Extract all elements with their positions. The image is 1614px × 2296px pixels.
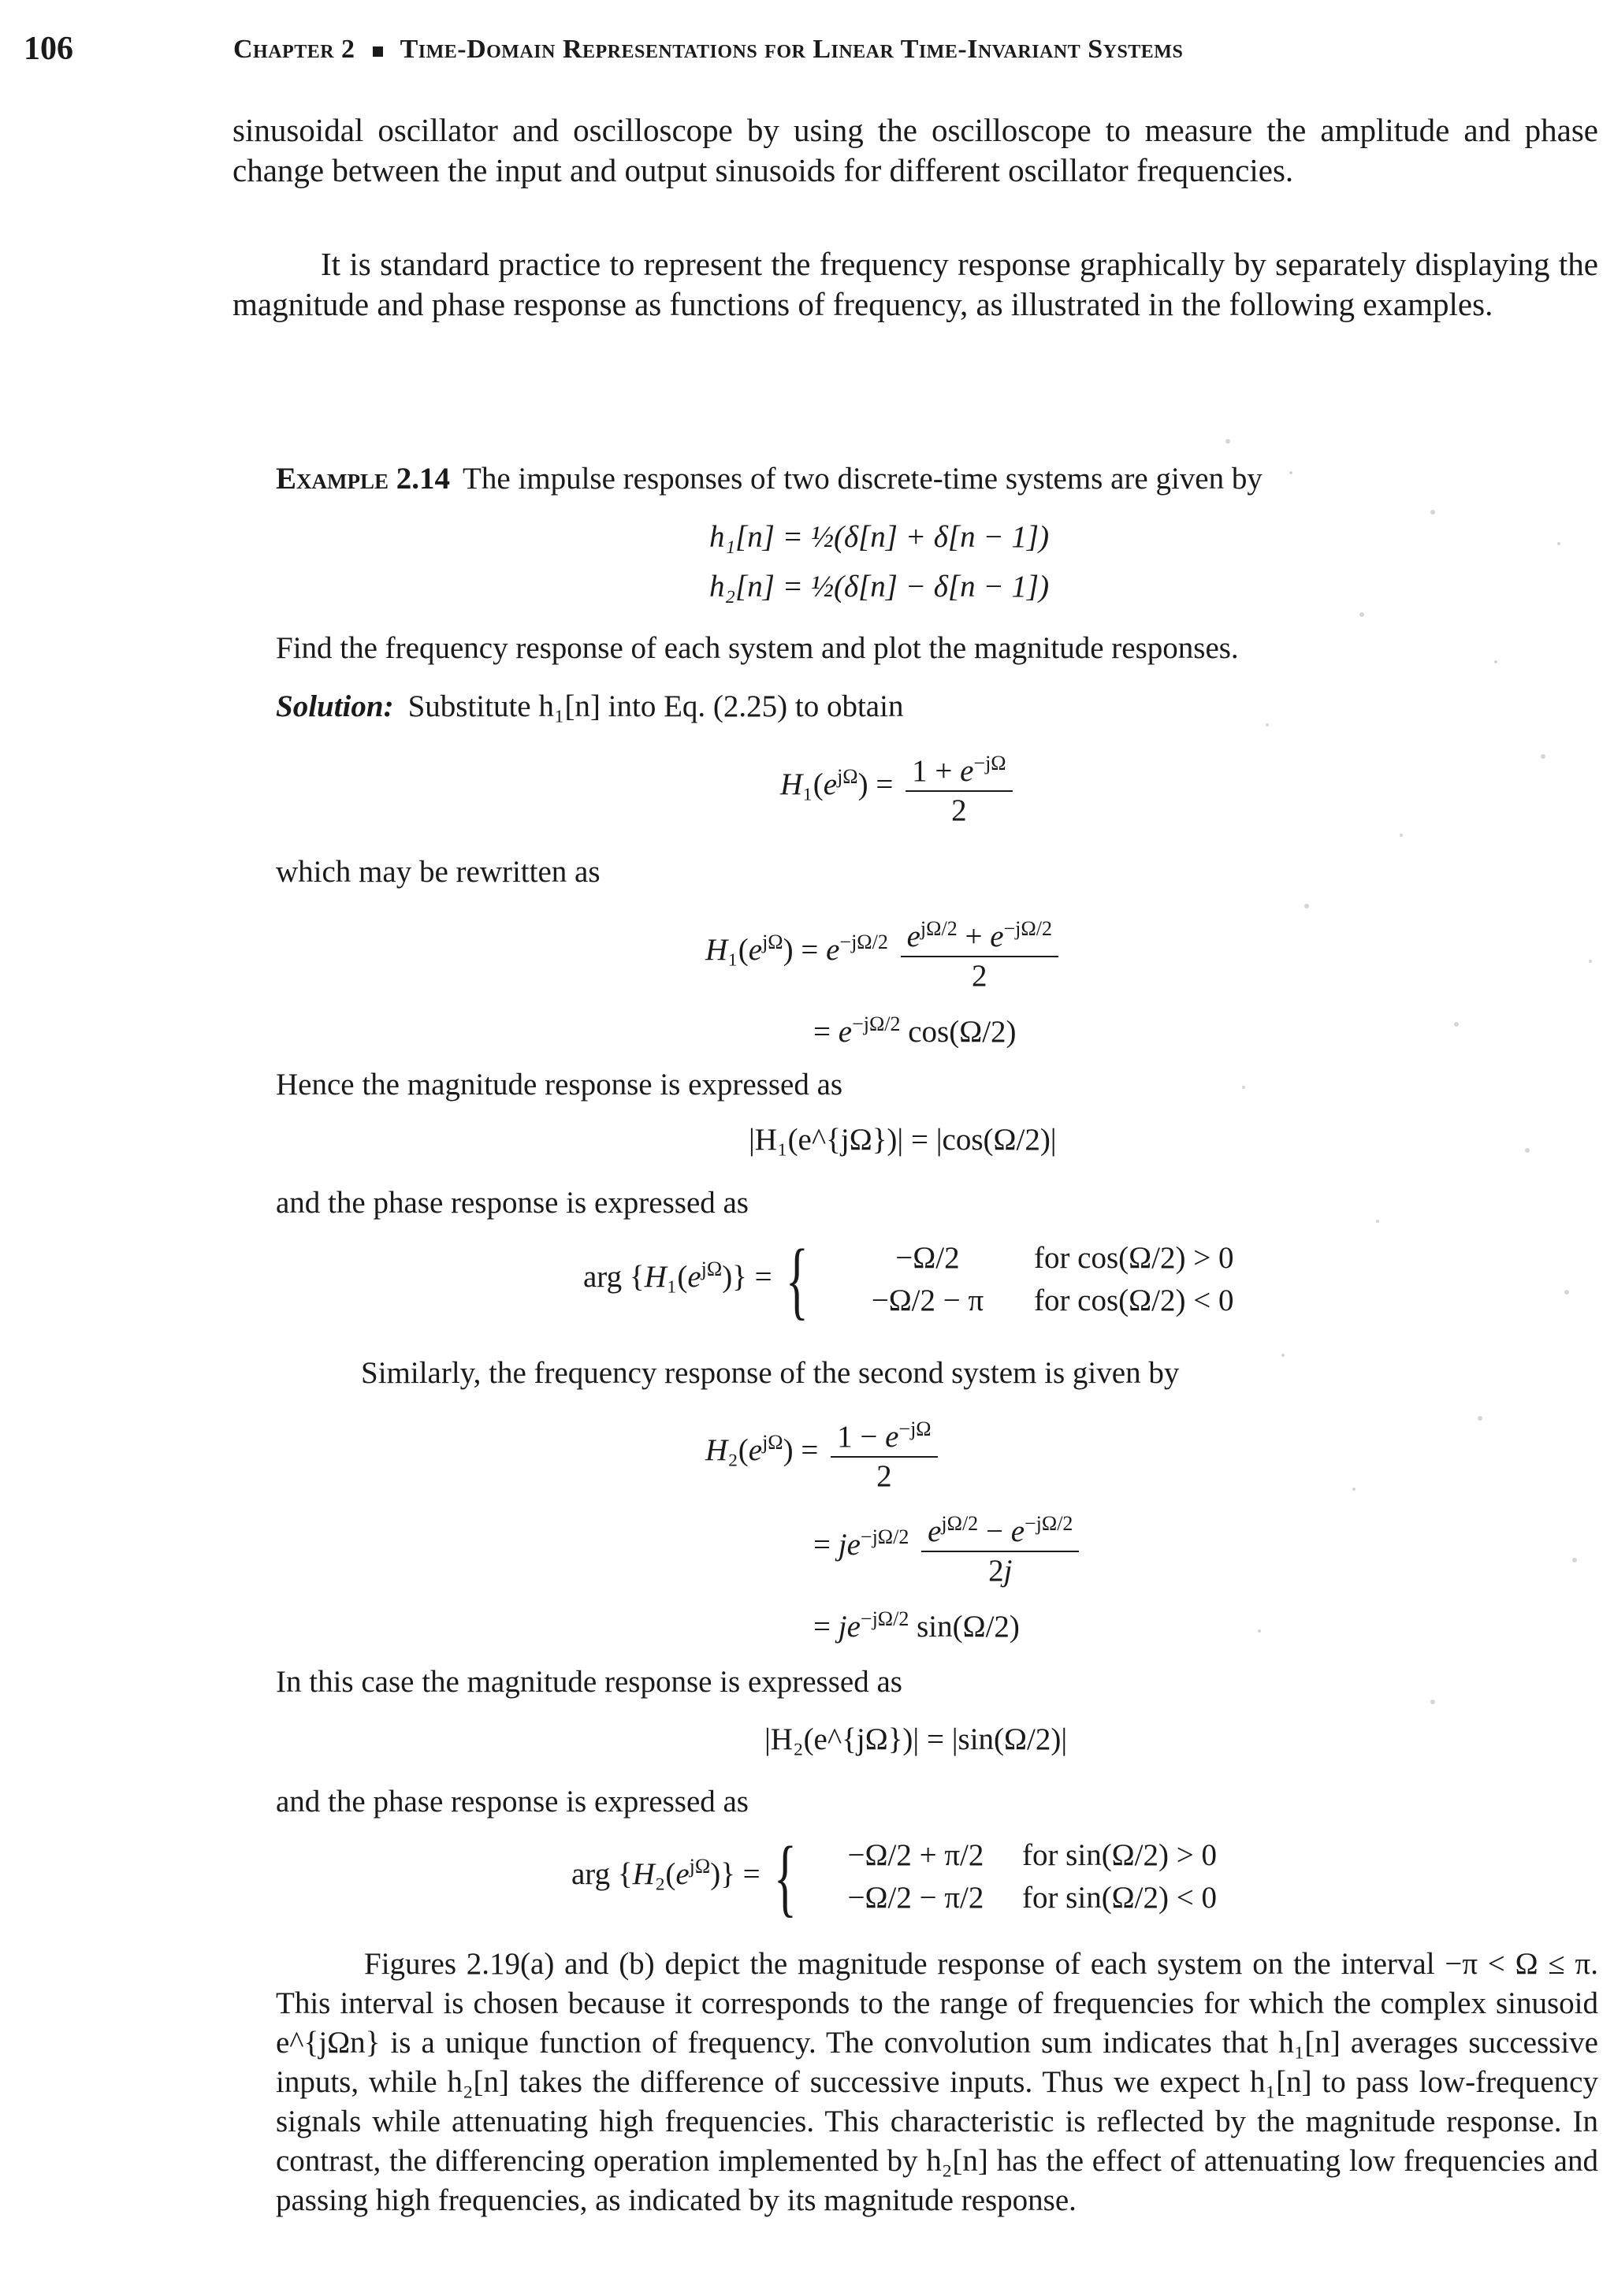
page-number: 106: [24, 31, 73, 67]
chapter-label: Chapter 2: [233, 35, 355, 64]
equation-magnitude-2: |H₂(e^{jΩ})| = |sin(Ω/2)|: [764, 1722, 1068, 1756]
solution-text: Substitute h₁[n] into Eq. (2.25) to obtain: [407, 689, 904, 723]
similarly-text: Similarly, the frequency response of the second system is given by: [361, 1356, 1180, 1390]
left-brace-icon: {: [774, 1829, 798, 1925]
bullet-icon: [373, 46, 383, 57]
rewritten-text: which may be rewritten as: [276, 855, 601, 889]
chapter-title: Time-Domain Representations for Linear Time-Invariant Systems: [400, 35, 1184, 64]
example-label: Example 2.14: [276, 462, 451, 496]
example-statement: [276, 459, 1559, 499]
equation-H1-cos: = $e^{-j\Omega/2}$ cos(Ω/2): [813, 1012, 1017, 1049]
intro-paragraph-2: It is standard practice to represent the frequency response graphically by separately displaying the magnitude and phase response as functions of frequency, as illustrated in the following examples.: [232, 246, 1598, 322]
phase-1-cases: −Ω/2 for cos(Ω/2) > 0 −Ω/2 − π for cos(Ω/2) < 0: [871, 1241, 1234, 1317]
in-this-case-text: In this case the magnitude response is expressed as: [276, 1665, 902, 1699]
running-head: [233, 35, 1183, 65]
equation-h1: h₁[n] = ½(δ[n] + δ[n − 1]): [709, 520, 1050, 554]
phase-text-2: and the phase response is expressed as: [276, 1785, 749, 1819]
equation-H2-rewritten: = $je^{-j\Omega/2}$ $\frac{e^{j\Omega/2} - e^{-j\Omega/2}}{2j}$: [813, 1505, 1084, 1590]
closing-paragraph: Figures 2.19(a) and (b) depict the magnitude response of each system on the interval −π < Ω ≤ π. This interval is chosen because it corresponds to the range of frequencies for which the complex sinusoid e^{jΩn} is a unique function of frequency. The convolution sum indicates that h₁[n] averages successive inputs, while h₂[n] takes the difference of successive inputs. Thus we expect h₁[n] to pass low-frequency signals while attenuating high frequencies. This characteristic is reflected by the magnitude response. In contrast, the differencing operation implemented by h₂[n] has the effect of attenuating low frequencies and passing high frequencies, as indicated by its magnitude response.: [276, 1947, 1598, 2217]
example-task: Find the frequency response of each system and plot the magnitude responses.: [276, 631, 1239, 665]
hence-magnitude-text: Hence the magnitude response is expressed as: [276, 1068, 843, 1102]
solution-label: Solution:: [276, 689, 394, 723]
example-statement-text: The impulse responses of two discrete-time systems are given by: [463, 462, 1263, 496]
left-brace-icon: {: [786, 1232, 809, 1328]
equation-phase-2: arg $\{H_2(e^{j\Omega})\}$ = { −Ω/2 + π/2 for sin(Ω/2) > 0 −Ω/2 − π/2 for sin(Ω/2) < 0: [571, 1829, 1217, 1925]
equation-magnitude-1: |H₁(e^{jΩ})| = |cos(Ω/2)|: [749, 1123, 1057, 1157]
equation-H2-definition: $H_2(e^{j\Omega})$ = $\frac{1 - e^{-j\Omega}}{2}$: [705, 1410, 943, 1495]
phase-text-1: and the phase response is expressed as: [276, 1186, 749, 1220]
equation-h2: h₂[n] = ½(δ[n] − δ[n − 1]): [709, 570, 1050, 604]
intro-paragraph-1: sinusoidal oscillator and oscilloscope by using the oscilloscope to measure the amplitude and phase change between the input and output sinusoids for different oscillator frequencies.: [232, 112, 1598, 188]
equation-H2-sin: = $je^{-j\Omega/2}$ sin(Ω/2): [813, 1607, 1020, 1644]
solution-line: [276, 687, 1559, 726]
equation-H1-rewritten: $H_1(e^{j\Omega}) = e^{-j\Omega/2}$ $\frac{e^{j\Omega/2} + e^{-j\Omega/2}}{2}$: [705, 910, 1063, 995]
phase-2-cases: −Ω/2 + π/2 for sin(Ω/2) > 0 −Ω/2 − π/2 for sin(Ω/2) < 0: [847, 1838, 1217, 1915]
page-header: [19, 30, 1582, 69]
equation-phase-1: arg $\{H_1(e^{j\Omega})\}$ = { −Ω/2 for cos(Ω/2) > 0 −Ω/2 − π for cos(Ω/2) < 0: [583, 1232, 1234, 1328]
equation-H1-definition: $H_1(e^{j\Omega})$ = $\frac{1 + e^{-j\Omega}}{2}$: [780, 745, 1017, 830]
